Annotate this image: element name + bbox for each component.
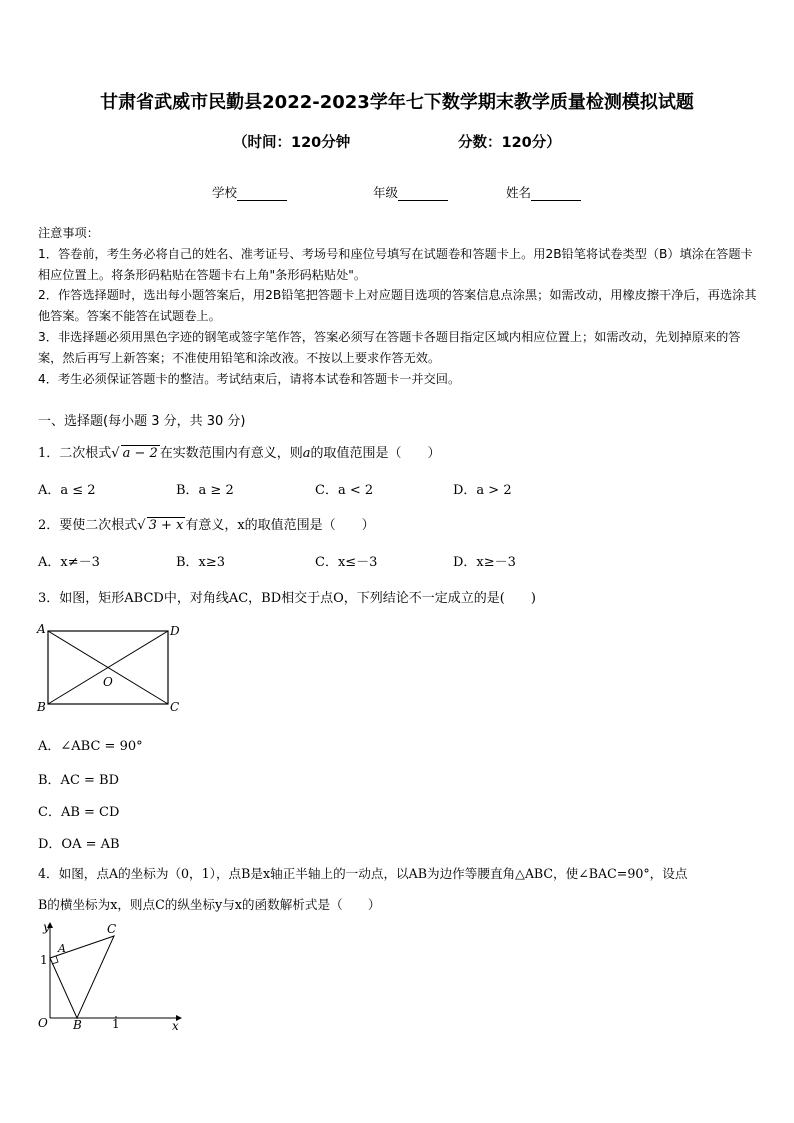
coordinate-diagram <box>34 918 194 1036</box>
exam-score: 分数：120分） <box>458 135 561 151</box>
question-4-line-1: 4．如图，点A的坐标为（0，1），点B是x轴正半轴上的一动点，以AB为边作等腰直角△ABC，使∠BAC=90°，设点 <box>38 866 688 881</box>
q2-option-b: B．x≥3 <box>176 555 226 570</box>
q1-option-a: A．a ≤ 2 <box>38 483 96 498</box>
label-o: O <box>38 1016 48 1030</box>
notes-heading: 注意事项： <box>38 226 99 240</box>
tick-label-x-1: 1 <box>112 1017 120 1031</box>
q1-post: 的取值范围是（ ） <box>310 446 441 461</box>
notes-item-4: 4．考生必须保证答题卡的整洁。考试结束后，请将本试卷和答题卡一并交回。 <box>38 371 461 386</box>
tick-label-y-1: 1 <box>40 953 48 967</box>
q1-pre: 1．二次根式 <box>38 446 112 461</box>
name-field <box>506 183 581 201</box>
question-3: 3．如图，矩形ABCD中，对角线AC，BD相交于点O，下列结论不一定成立的是( ) <box>38 591 536 606</box>
q1-option-c: C．a < 2 <box>315 483 374 498</box>
q3-option-b: B．AC = BD <box>38 773 120 788</box>
q1-mid: 在实数范围内有意义，则 <box>159 446 303 461</box>
q1-option-b: B．a ≥ 2 <box>176 483 234 498</box>
q1-var: a <box>302 446 311 461</box>
section-heading: 一、选择题(每小题 3 分，共 30 分) <box>38 414 246 429</box>
q1-option-d: D．a > 2 <box>453 483 512 498</box>
q2-option-a: A．x≠－3 <box>38 555 100 570</box>
label-d: D <box>170 624 180 638</box>
axis-label-y: y <box>43 920 50 934</box>
name-label: 姓名 <box>506 185 532 200</box>
name-blank <box>531 187 581 201</box>
label-b: B <box>37 700 46 714</box>
label-c: C <box>170 700 180 714</box>
q2-post: 有意义，x的取值范围是（ ） <box>185 518 375 533</box>
grade-blank <box>398 187 448 201</box>
q3-option-c: C．AB = CD <box>38 805 120 820</box>
school-label: 学校 <box>212 185 238 200</box>
school-blank <box>237 187 287 201</box>
q3-option-a: A．∠ABC = 90° <box>38 739 143 754</box>
notes-item-3: 3．非选择题必须用黑色字迹的钢笔或签字笔作答，答案必须写在答题卡各题目指定区域内相应位置上；如需改动，先划掉原来的答案，然后再写上新答案；不准使用铅笔和涂改液。不按以上要求作答无效。 <box>38 329 741 365</box>
school-field <box>212 183 287 201</box>
grade-field <box>373 183 448 201</box>
question-4-line-2: B的横坐标为x，则点C的纵坐标y与x的函数解析式是（ ） <box>38 897 381 912</box>
q2-radicand: 3 + x <box>148 518 184 533</box>
q2-option-d: D．x≥－3 <box>453 555 516 570</box>
label-a: A <box>37 622 46 636</box>
axis-label-x: x <box>172 1019 179 1033</box>
rectangle-diagram <box>34 620 194 720</box>
exam-time: （时间：120分钟 <box>233 135 351 151</box>
q1-radicand: a − 2 <box>122 446 158 461</box>
q3-option-d: D．OA = AB <box>38 837 120 852</box>
notes-item-2: 2．作答选择题时，选出每小题答案后，用2B铅笔把答题卡上对应题目选项的答案信息点涂黑；如需改动，用橡皮擦干净后，再选涂其他答案。答案不能答在试题卷上。 <box>38 288 757 324</box>
label-a: A <box>58 942 66 955</box>
label-o: O <box>103 675 113 689</box>
question-2: 2．要使二次根式√ 3 + x 有意义，x的取值范围是（ ） <box>38 518 375 533</box>
notes-item-1: 1．答卷前，考生务必将自己的姓名、准考证号、考场号和座位号填写在试题卷和答题卡上。用2B铅笔将试卷类型（B）填涂在答题卡相应位置上。将条形码粘贴在答题卡右上角"条形码粘贴处"。 <box>38 246 753 282</box>
notes-block <box>38 223 760 389</box>
grade-label: 年级 <box>373 185 399 200</box>
q2-pre: 2．要使二次根式 <box>38 518 138 533</box>
page-title: 甘肃省武威市民勤县2022-2023学年七下数学期末教学质量检测模拟试题 <box>100 92 694 113</box>
q2-option-c: C．x≤－3 <box>315 555 378 570</box>
question-1: 1．二次根式√ a − 2 在实数范围内有意义，则a的取值范围是（ ） <box>38 446 441 461</box>
label-c: C <box>107 922 117 936</box>
label-b: B <box>73 1018 82 1032</box>
